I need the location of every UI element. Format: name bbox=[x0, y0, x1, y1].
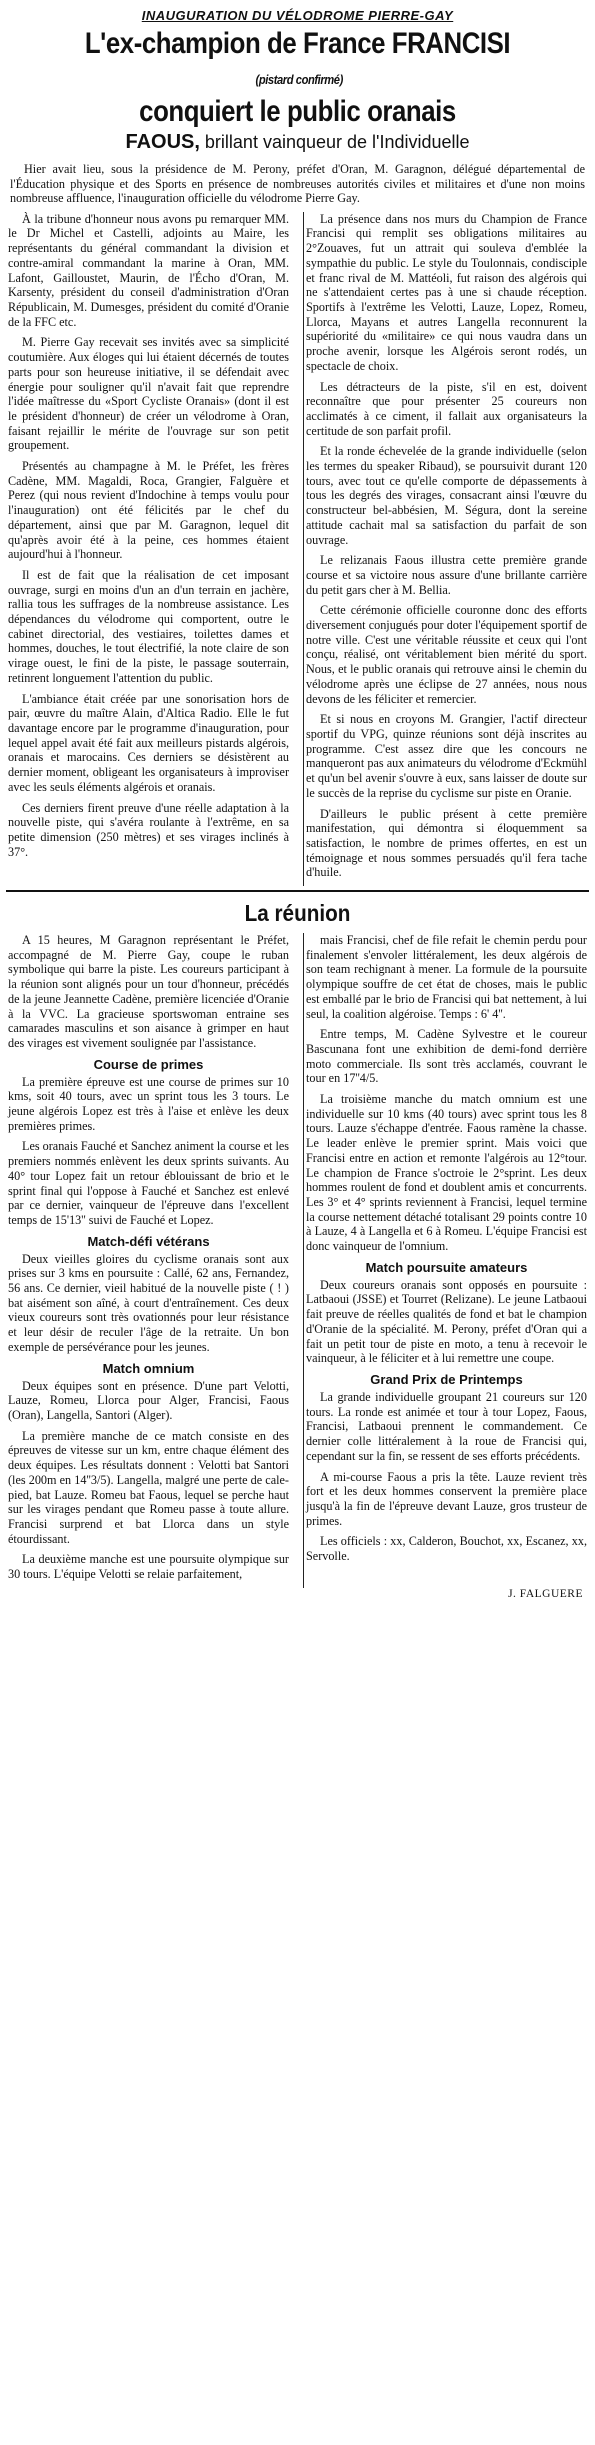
top-right-column bbox=[303, 212, 589, 886]
paragraph: Les détracteurs de la piste, s'il en est, doivent reconnaître que pour présenter 25 coureurs non acclimatés à ce ciment, il fallait aux organisateurs la certitude de son parfait profil. bbox=[306, 379, 587, 438]
paragraph: A mi-course Faous a pris la tête. Lauze revient très fort et les deux hommes conservent la première place jusqu'à la fin de l'épreuve devant Lauze, gros trusteur de primes. bbox=[306, 1469, 587, 1528]
top-left-column bbox=[6, 212, 291, 886]
paragraph: À la tribune d'honneur nous avons pu remarquer MM. le Dr Michel et Castelli, adjoints au Maire, les représentants du général commandant la division et contre-amiral commandant la marine à Oran, MM. Lafont, Gailloustet, Maurin, de l'Écho d'Oran, M. Karsenty, président du conseil d'administration d'Oran Républicain, M. Dumesges, président du comité d'Oranie de la FFC etc. bbox=[8, 211, 289, 329]
bottom-left-column bbox=[6, 933, 291, 1588]
signature: J. FALGUERE bbox=[508, 1587, 583, 1600]
paragraph: Présentés au champagne à M. le Préfet, les frères Cadène, MM. Magaldi, Roca, Grangier, Falguère et Perez (qui nous revient d'Indochine à temps voulu pour l'inauguration) ont été félicités par le chef du département, ainsi que par M. Garagnon, lequel dit qu'après avoir été à la peine, ces hommes étaient aujourd'hui à l'honneur. bbox=[8, 459, 289, 562]
paragraph: La première manche de ce match consiste en des épreuves de vitesse sur un km, entre chaque élément des deux équipes. Les résultats donnent : Velotti bat Santori (les 200m en 14''3/5). Langella, malgré une perte de cale-pied, bat Lauze. Romeu bat Faous, lequel se perche haut sur les virages pendant que Romeu passe à toute allure. Francisi surprend et bat Llorca dans un style étourdissant. bbox=[8, 1428, 289, 1546]
paragraph: Ces derniers firent preuve d'une réelle adaptation à la nouvelle piste, qui s'avéra roulante à l'extrême, en sa petite dimension (250 mètres) et ses virages inclinés à 37°. bbox=[8, 800, 289, 859]
paragraph: Deux coureurs oranais sont opposés en poursuite : Latbaoui (JSSE) et Tourret (Relizane). Le jeune Latbaoui fait preuve de réelles qualités de fond et bat le champion d'Oranie de la spécialité. M. Perony, préfet d'Oran qui a fait un petit tour de piste en moto, a tenu à recevoir le vainqueur, à le féliciter et à lui remettre une coupe. bbox=[306, 1277, 587, 1366]
subsection-heading: Grand Prix de Printemps bbox=[370, 1372, 523, 1387]
paragraph: La grande individuelle groupant 21 coureurs sur 120 tours. La ronde est animée et tour à tour Lopez, Faous, Francisi, Latbaoui prennent le commandement. Ce dernier colle littéralement à la roue de Francisi qui, cependant sur la fin, se ressent de ses efforts précédents. bbox=[306, 1390, 587, 1463]
subsection-heading: Match omnium bbox=[102, 1360, 195, 1376]
paragraph: D'ailleurs le public présent à cette première manifestation, qui démontra si éloquemment sa satisfaction, le nombre de primes offertes, en est un témoignage et nous sommes persuadés qu'il fera tache d'huile. bbox=[306, 806, 587, 880]
paragraph: Deux vieilles gloires du cyclisme oranais sont aux prises sur 3 kms en poursuite : Callé, 62 ans, Fernandez, 56 ans. Ce dernier, vieil habitué de la nouvelle piste ( ! ) bat aisément son aîné, à court d'entraînement. Ces deux vieux coureurs sont très ovationnés pour leur résistance et leur désir de reculer l'âge de la retraite. Un bon exemple de persévérance pour les jeunes. bbox=[8, 1251, 289, 1354]
paragraph: A 15 heures, M Garagnon représentant le Préfet, accompagné de M. Pierre Gay, coupe le ruban symbolique qui barre la piste. Les coureurs participant à la réunion sont alignés pour un tour d'honneur, précédés de la jeune Jeannette Cadène, première licenciée d'Oranie à la VVC. La gracieuse sportswoman entraine ses camarades masculins et son aisance à grimper en haut des virages est vivement soulignée par l'assistance. bbox=[8, 933, 290, 1050]
subsection-heading: Match-défi vétérans bbox=[87, 1233, 210, 1249]
paragraph: La deuxième manche est une poursuite olympique sur 30 tours. L'équipe Velotti se relaie parfaitement, bbox=[8, 1552, 289, 1582]
subhead-name: FAOUS, bbox=[125, 131, 200, 153]
lead-paragraph: Hier avait lieu, sous la présidence de M. Perony, préfet d'Oran, M. Garagnon, délégué départemental de l'Éducation physique et des Sports en présence de nombreuses autorités civiles et militaires et d'une non moins nombreuse affluence, l'inauguration officielle du vélodrome Pierre Gay. bbox=[10, 162, 585, 206]
headline bbox=[47, 27, 548, 129]
paragraph: M. Pierre Gay recevait ses invités avec sa simplicité coutumière. Aux éloges qui lui étaient décernés de toutes parts pour son heureuse initiative, il se défendait avec énergie pour souligner qu'il n'avait fait que reprendre l'idée maîtresse du «Sport Cycliste Oranais» (dont il est le président d'honneur) de créer un vélodrome à Oran, faisant rejaillir le mérite de l'ouvrage sur son petit groupement. bbox=[8, 335, 289, 453]
bottom-right-column bbox=[303, 933, 589, 1588]
section-title: La réunion bbox=[244, 900, 351, 927]
headline-aside: (pistard confirmé) bbox=[255, 71, 343, 87]
paragraph: Cette cérémonie officielle couronne donc des efforts diversement conjugués pour doter l'équipement sportif de notre ville. C'est une véritable réussite et ceux qui l'ont conçu, réalisé, ont véritablement bien mérité du sport. Nous, et le public oranais qui retrouve ainsi le chemin du vélodrome après une éclipse de 27 années, nous nous devons de les féliciter et remercier. bbox=[306, 603, 587, 706]
paragraph: Et la ronde échevelée de la grande individuelle (selon les termes du speaker Ribaud), se poursuivit durant 120 tours, avec tout ce qu'elle comporte de dépassements à tous les degrés des virages, consacrant ainsi l'œuvre du constructeur bel-abbésien, M. Ségura, dont la sereine attitude cachait mal sa satisfaction du parfait de son ouvrage. bbox=[306, 444, 587, 547]
top-columns bbox=[6, 212, 589, 886]
paragraph: Les oranais Fauché et Sanchez animent la course et les premiers nommés enlèvent les deux sprints suivants. Au 40° tour Lopez fait un retour éblouissant de brio et le sprint final qui l'oppose à Fauché et Sanchez est enlevé par ce dernier, vainqueur de l'épreuve dans l'excellent temps de 15'13'' suivi de Fauché et Lopez. bbox=[8, 1139, 290, 1227]
section-divider bbox=[6, 890, 589, 892]
subheadline bbox=[6, 131, 589, 154]
paragraph: L'ambiance était créée par une sonorisation hors de pair, œuvre du maître Alain, d'Altica Radio. Elle le fut davantage encore par le programme d'inauguration, pour lequel appel avait été fait aux meilleurs pistards algérois, oranais et marocains. Ces derniers se désistèrent au dernier moment, obligeant les organisateurs à improviser avec les seuls éléments algérois et oranais. bbox=[8, 691, 289, 794]
paragraph: Les officiels : xx, Calderon, Bouchot, xx, Escanez, xx, Servolle. bbox=[306, 1534, 587, 1564]
paragraph: Il est de fait que la réalisation de cet imposant ouvrage, surgi en moins d'un an d'un terrain en jachère, rallia tous les suffrages de la nombreuse assistance. Les dépendances du vélodrome qui comportent, outre le cabinet directorial, des vestiaires, toilettes dames et hommes, douches, le tout électrifié, la note claire de son virage ouest, le fini de la piste, le passage souterrain, retinrent longuement l'attention du public. bbox=[8, 567, 289, 685]
paragraph: La troisième manche du match omnium est une individuelle sur 10 kms (40 tours) avec sprint tous les 8 tours. Lauze s'échappe d'entrée. Faous ramène la chasse. Le leader enlève le premier sprint. Mais voici que Francisi entre en action et remonte l'algérois au 12°tour. Le champion de France s'octroie le 2°sprint. Les deux hommes roulent de fond et doublent amis et concurrents. Les 3° et 4° sprints reviennent à Francisi, lequel termine la course nettement détaché totalisant 29 points contre 10 à Lauze, 4 à Langella et 6 à Romeu. L'équipe Francisi est donc vainqueur de l'omnium. bbox=[306, 1092, 587, 1254]
subsection-heading: Course de primes bbox=[93, 1056, 204, 1072]
paragraph: La présence dans nos murs du Champion de France Francisi qui remplit ses obligations militaires au 2°Zouaves, fut un attrait qui souleva d'emblée la sympathie du public. Le style du Toulonnais, condisciple et franc rival de M. Mattéoli, fut raison des algérois qui ne s'attendaient certes pas à une si chaude réception. Sportifs à l'extrême les Velotti, Lauze, Lopez, Romeu, Llorca, Mayans et autres Langella reconnurent la supériorité du «militaire» ce qui nous vaudra dans un proche avenir, lorsque les Algérois seront rodés, un spectacle de choix. bbox=[306, 211, 587, 373]
paragraph: mais Francisi, chef de file refait le chemin perdu pour finalement s'envoler littéralement, les deux algérois de son team rechignant à mener. La formule de la poursuite olympique souffre de cet état de choses, mais le public est emballé par le brio de Francisi qui bat nettement, à lui seul, la coalition algéroise. Temps : 6' 4''. bbox=[306, 933, 587, 1021]
kicker: INAUGURATION DU VÉLODROME PIERRE-GAY bbox=[141, 8, 454, 23]
article bbox=[6, 4, 589, 1600]
headline-line-2: conquiert le public oranais bbox=[139, 95, 456, 128]
headline-line-1: L'ex-champion de France FRANCISI bbox=[84, 27, 511, 60]
bottom-columns bbox=[6, 933, 589, 1588]
paragraph: Le relizanais Faous illustra cette première grande course et sa victoire nous assure d'une brillante carrière du petit gars cher à M. Bellia. bbox=[306, 553, 587, 597]
subsection-heading: Match poursuite amateurs bbox=[365, 1259, 528, 1275]
paragraph: Et si nous en croyons M. Grangier, l'actif directeur sportif du VPG, quinze réunions sont déjà inscrites au programme. C'est assez dire que les concours ne manqueront pas aux animateurs du vélodrome d'Eckmühl et qu'un bel avenir s'ouvre à eux, sans laisser de doute sur le succès de la reprise du cyclisme sur piste en Oranie. bbox=[306, 712, 587, 800]
paragraph: La première épreuve est une course de primes sur 10 kms, soit 40 tours, avec un sprint tous les 3 tours. Le jeune algérois Lopez est très à l'aise et enlève les deux premières primes. bbox=[8, 1074, 289, 1133]
paragraph: Entre temps, M. Cadène Sylvestre et le coureur Bascunana font une exhibition de demi-fond derrière moto commerciale. Ils sont très acclamés, couvrant le tour en 17''4/5. bbox=[306, 1027, 587, 1086]
subhead-text: brillant vainqueur de l'Individuelle bbox=[204, 132, 470, 152]
paragraph: Deux équipes sont en présence. D'une part Velotti, Lauze, Romeu, Llorca pour Alger, Francisi, Faous (Oran), Langella, Santori (Alger). bbox=[8, 1378, 289, 1422]
